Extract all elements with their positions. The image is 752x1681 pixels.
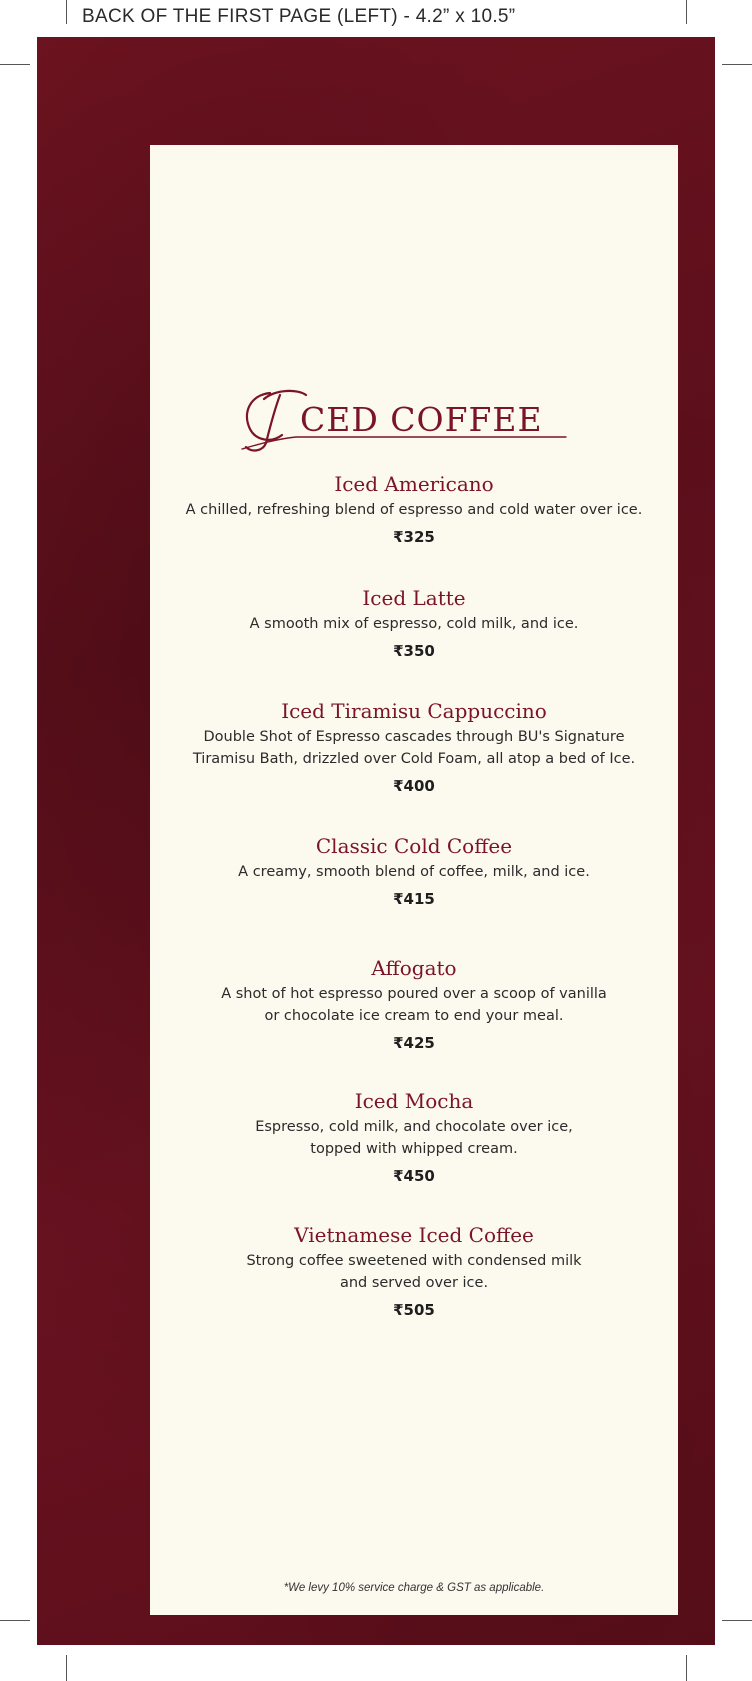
crop-mark [66,1655,67,1681]
item-description: A smooth mix of espresso, cold milk, and ice. [249,616,579,632]
item-price: ₹505 [393,1301,435,1319]
item-name: Iced Americano [334,472,494,496]
print-spec-label: BACK OF THE FIRST PAGE (LEFT) - 4.2” x 10.5” [82,6,516,27]
section-title: CED COFFEE [300,400,543,439]
section-title-graphic [236,383,596,457]
crop-mark [686,0,687,24]
crop-mark [66,0,67,24]
item-description: A shot of hot espresso poured over a scoop of vanilla or chocolate ice cream to end your meal. [221,986,607,1024]
menu-border-frame [37,37,715,1645]
item-name: Classic Cold Coffee [315,834,513,858]
crop-mark [0,64,30,65]
item-description: Espresso, cold milk, and chocolate over ice, topped with whipped cream. [255,1119,573,1157]
item-name: Affogato [371,956,457,980]
menu-section-heading [236,383,596,457]
item-price: ₹415 [393,890,435,908]
menu-item-classic-cold-coffee [150,833,678,910]
crop-mark [0,1620,30,1621]
menu-item-affogato [150,955,678,1054]
menu-item-iced-americano [150,471,678,548]
menu-panel [150,145,678,1615]
item-name: Vietnamese Iced Coffee [294,1223,534,1247]
item-description: A chilled, refreshing blend of espresso and cold water over ice. [185,502,643,518]
item-price: ₹400 [393,777,435,795]
menu-item-iced-tiramisu-cappuccino [150,698,678,797]
swash-flourish-icon [246,391,306,451]
menu-item-iced-latte [150,585,678,662]
item-description: A creamy, smooth blend of coffee, milk, and ice. [238,864,590,880]
item-description: Double Shot of Espresso cascades through BU's Signature Tiramisu Bath, drizzled over Cold Foam, all atop a bed of Ice. [192,729,636,767]
item-price: ₹450 [393,1167,435,1185]
menu-item-iced-mocha [150,1088,678,1187]
item-name: Iced Tiramisu Cappuccino [281,699,547,723]
crop-mark [686,1655,687,1681]
item-description: Strong coffee sweetened with condensed milk and served over ice. [246,1253,582,1291]
item-price: ₹325 [393,528,435,546]
item-price: ₹350 [393,642,435,660]
item-name: Iced Latte [362,586,466,610]
service-charge-note: *We levy 10% service charge & GST as applicable. [283,1582,545,1594]
item-name: Iced Mocha [354,1089,474,1113]
crop-mark [722,1620,752,1621]
item-price: ₹425 [393,1034,435,1052]
crop-mark [722,64,752,65]
menu-item-vietnamese-iced-coffee [150,1222,678,1321]
